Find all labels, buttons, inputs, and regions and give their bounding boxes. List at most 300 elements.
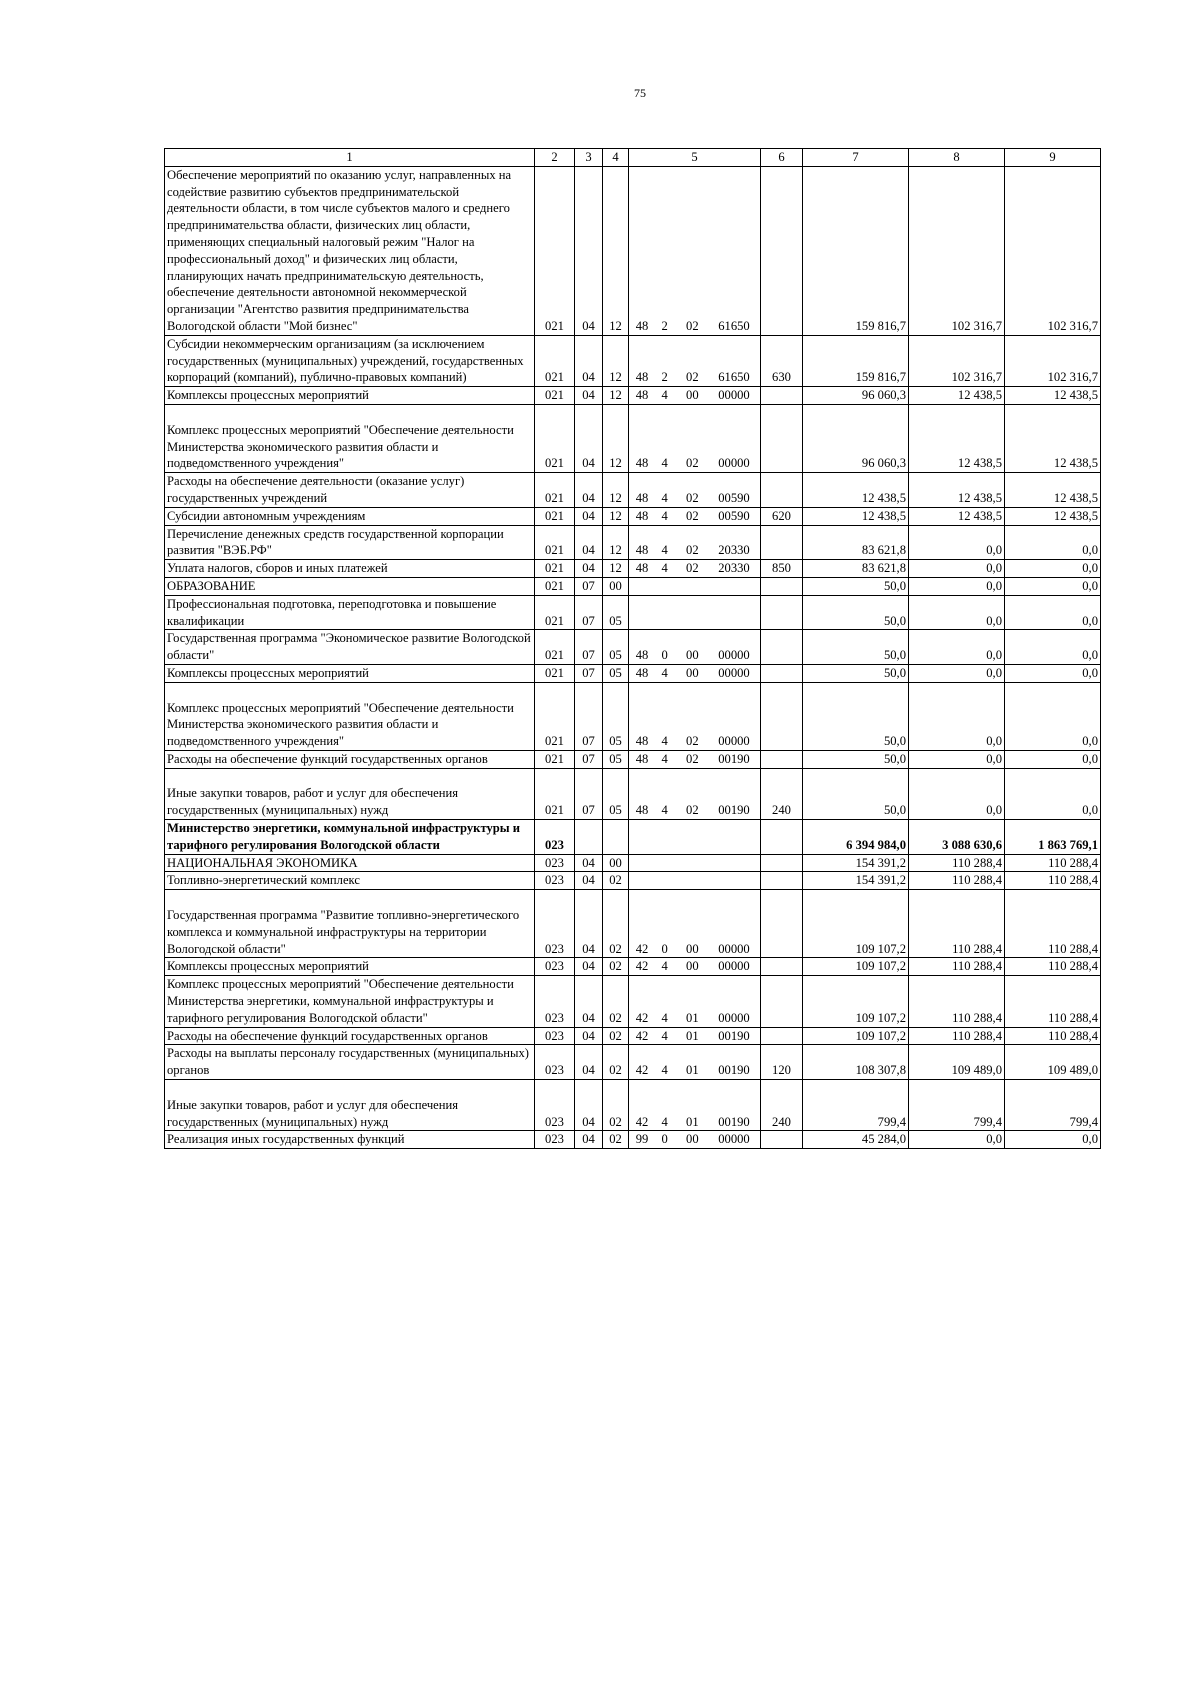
cell-subsection-code: 05 <box>603 630 629 665</box>
cell-expense-type <box>761 577 803 595</box>
cell-target-article <box>629 560 761 578</box>
cell-target-article <box>629 335 761 386</box>
cell-section-code: 04 <box>575 387 603 405</box>
table-row <box>165 525 1101 560</box>
col-header-5: 5 <box>629 149 761 167</box>
cell-ministry-code: 023 <box>535 958 575 976</box>
cell-amount-year-2: 12 438,5 <box>909 507 1005 525</box>
cell-target-article <box>629 166 761 335</box>
target-article-part-3: 02 <box>686 803 699 818</box>
target-article-part-3: 02 <box>686 490 699 505</box>
cell-target-article <box>629 872 761 890</box>
cell-subsection-code: 05 <box>603 595 629 630</box>
target-article-part-1: 48 <box>635 561 649 576</box>
cell-subsection-code: 12 <box>603 473 629 508</box>
cell-amount-year-1: 50,0 <box>803 768 909 819</box>
target-article-part-1: 48 <box>635 648 649 663</box>
cell-expense-type <box>761 820 803 855</box>
cell-amount-year-3: 0,0 <box>1005 577 1101 595</box>
target-article-part-4: 00590 <box>718 490 750 505</box>
row-name: Министерство энергетики, коммунальной инфраструктуры и тарифного регулирования Вологодской области <box>165 820 535 855</box>
target-article-part-4: 00590 <box>718 508 750 523</box>
cell-amount-year-1: 45 284,0 <box>803 1131 909 1149</box>
cell-ministry-code: 023 <box>535 890 575 958</box>
target-article-part-1: 42 <box>635 1063 649 1078</box>
cell-ministry-code: 023 <box>535 1131 575 1149</box>
row-name: Государственная программа "Развитие топливно-энергетического комплекса и коммунальной инфраструктуры на территории Вологодской области" <box>165 890 535 958</box>
target-article-part-1: 48 <box>635 543 649 558</box>
cell-target-article <box>629 1045 761 1080</box>
cell-section-code: 04 <box>575 1045 603 1080</box>
table-row <box>165 577 1101 595</box>
target-article-part-4: 00190 <box>718 803 750 818</box>
row-name: Комплекс процессных мероприятий "Обеспечение деятельности Министерства энергетики, коммунальной инфраструктуры и тарифного регулирования Вологодской области" <box>165 976 535 1027</box>
cell-amount-year-3: 110 288,4 <box>1005 872 1101 890</box>
cell-expense-type <box>761 595 803 630</box>
col-header-7: 7 <box>803 149 909 167</box>
cell-expense-type <box>761 976 803 1027</box>
cell-expense-type: 630 <box>761 335 803 386</box>
cell-section-code: 04 <box>575 958 603 976</box>
cell-expense-type <box>761 525 803 560</box>
cell-amount-year-3: 102 316,7 <box>1005 166 1101 335</box>
row-name: Иные закупки товаров, работ и услуг для обеспечения государственных (муниципальных) нужд <box>165 1080 535 1131</box>
target-article-part-3: 02 <box>686 561 699 576</box>
cell-target-article <box>629 958 761 976</box>
cell-target-article <box>629 820 761 855</box>
cell-ministry-code: 021 <box>535 473 575 508</box>
target-article-part-4: 00000 <box>718 648 750 663</box>
cell-expense-type <box>761 387 803 405</box>
cell-expense-type <box>761 166 803 335</box>
cell-amount-year-3: 12 438,5 <box>1005 473 1101 508</box>
cell-amount-year-2: 12 438,5 <box>909 387 1005 405</box>
cell-target-article <box>629 1080 761 1131</box>
row-name: Профессиональная подготовка, переподготовка и повышение квалификации <box>165 595 535 630</box>
cell-amount-year-1: 83 621,8 <box>803 560 909 578</box>
cell-ministry-code: 021 <box>535 664 575 682</box>
cell-expense-type: 850 <box>761 560 803 578</box>
table-row <box>165 335 1101 386</box>
target-article-part-3: 02 <box>686 543 699 558</box>
cell-section-code: 04 <box>575 404 603 472</box>
col-header-6: 6 <box>761 149 803 167</box>
cell-section-code: 07 <box>575 664 603 682</box>
cell-subsection-code: 05 <box>603 768 629 819</box>
cell-expense-type <box>761 682 803 750</box>
cell-subsection-code: 12 <box>603 387 629 405</box>
cell-amount-year-1: 50,0 <box>803 750 909 768</box>
cell-expense-type <box>761 1131 803 1149</box>
cell-section-code: 04 <box>575 890 603 958</box>
cell-subsection-code: 02 <box>603 1027 629 1045</box>
cell-ministry-code: 021 <box>535 768 575 819</box>
target-article-part-2: 4 <box>661 959 668 974</box>
table-row <box>165 630 1101 665</box>
cell-section-code: 07 <box>575 577 603 595</box>
target-article-part-2: 4 <box>661 543 668 558</box>
cell-section-code: 04 <box>575 507 603 525</box>
cell-subsection-code: 02 <box>603 1131 629 1149</box>
target-article-part-1: 48 <box>635 318 649 333</box>
cell-amount-year-1: 109 107,2 <box>803 958 909 976</box>
cell-expense-type: 240 <box>761 768 803 819</box>
cell-target-article <box>629 1131 761 1149</box>
target-article-part-3: 01 <box>686 1063 699 1078</box>
target-article-part-2: 0 <box>661 1132 668 1147</box>
table-row <box>165 404 1101 472</box>
target-article-part-2: 4 <box>661 734 668 749</box>
cell-target-article <box>629 630 761 665</box>
cell-ministry-code: 021 <box>535 682 575 750</box>
row-name: Расходы на обеспечение деятельности (оказание услуг) государственных учреждений <box>165 473 535 508</box>
target-article-part-3: 02 <box>686 734 699 749</box>
cell-amount-year-1: 159 816,7 <box>803 335 909 386</box>
target-article-part-1: 42 <box>635 941 649 956</box>
cell-amount-year-2: 0,0 <box>909 1131 1005 1149</box>
target-article-part-3: 02 <box>686 456 699 471</box>
row-name: Комплексы процессных мероприятий <box>165 387 535 405</box>
row-name: Уплата налогов, сборов и иных платежей <box>165 560 535 578</box>
cell-amount-year-1: 109 107,2 <box>803 1027 909 1045</box>
cell-expense-type <box>761 872 803 890</box>
cell-amount-year-2: 12 438,5 <box>909 473 1005 508</box>
budget-table <box>164 148 1101 1149</box>
target-article-part-4: 20330 <box>718 543 750 558</box>
cell-expense-type <box>761 750 803 768</box>
cell-amount-year-2: 109 489,0 <box>909 1045 1005 1080</box>
table-row <box>165 958 1101 976</box>
cell-ministry-code: 021 <box>535 595 575 630</box>
cell-amount-year-2: 110 288,4 <box>909 958 1005 976</box>
cell-expense-type <box>761 958 803 976</box>
cell-amount-year-2: 110 288,4 <box>909 890 1005 958</box>
cell-target-article <box>629 473 761 508</box>
target-article-part-2: 0 <box>661 941 668 956</box>
cell-subsection-code: 05 <box>603 682 629 750</box>
target-article-part-2: 4 <box>661 1010 668 1025</box>
row-name: Расходы на обеспечение функций государственных органов <box>165 1027 535 1045</box>
target-article-part-3: 02 <box>686 508 699 523</box>
cell-section-code: 07 <box>575 630 603 665</box>
cell-amount-year-3: 0,0 <box>1005 525 1101 560</box>
target-article-part-1: 42 <box>635 1010 649 1025</box>
target-article-part-4: 00190 <box>718 1063 750 1078</box>
cell-section-code: 04 <box>575 525 603 560</box>
cell-amount-year-3: 0,0 <box>1005 664 1101 682</box>
table-row <box>165 682 1101 750</box>
row-name: НАЦИОНАЛЬНАЯ ЭКОНОМИКА <box>165 854 535 872</box>
table-row <box>165 890 1101 958</box>
row-name: Реализация иных государственных функций <box>165 1131 535 1149</box>
cell-ministry-code: 021 <box>535 525 575 560</box>
target-article-part-3: 00 <box>686 648 699 663</box>
cell-ministry-code: 023 <box>535 820 575 855</box>
table-row <box>165 560 1101 578</box>
table-row <box>165 1080 1101 1131</box>
cell-section-code: 07 <box>575 682 603 750</box>
cell-amount-year-3: 110 288,4 <box>1005 976 1101 1027</box>
table-row <box>165 750 1101 768</box>
cell-amount-year-2: 0,0 <box>909 768 1005 819</box>
cell-amount-year-3: 799,4 <box>1005 1080 1101 1131</box>
target-article-part-2: 2 <box>661 370 668 385</box>
cell-section-code: 07 <box>575 768 603 819</box>
cell-subsection-code: 02 <box>603 976 629 1027</box>
target-article-part-2: 4 <box>661 665 668 680</box>
row-name: Субсидии некоммерческим организациям (за исключением государственных (муниципальных) учреждений, государственных корпораций (компаний), публично-правовых компаний) <box>165 335 535 386</box>
cell-amount-year-1: 12 438,5 <box>803 473 909 508</box>
target-article-part-2: 4 <box>661 508 668 523</box>
cell-section-code: 04 <box>575 473 603 508</box>
target-article-part-3: 02 <box>686 318 699 333</box>
target-article-part-3: 01 <box>686 1028 699 1043</box>
target-article-part-1: 48 <box>635 490 649 505</box>
cell-subsection-code: 00 <box>603 577 629 595</box>
cell-amount-year-1: 50,0 <box>803 682 909 750</box>
cell-expense-type <box>761 854 803 872</box>
cell-subsection-code: 12 <box>603 335 629 386</box>
cell-subsection-code: 12 <box>603 525 629 560</box>
col-header-3: 3 <box>575 149 603 167</box>
target-article-part-3: 01 <box>686 1114 699 1129</box>
cell-expense-type <box>761 1027 803 1045</box>
cell-amount-year-2: 110 288,4 <box>909 1027 1005 1045</box>
target-article-part-2: 4 <box>661 1114 668 1129</box>
cell-ministry-code: 023 <box>535 1027 575 1045</box>
cell-ministry-code: 021 <box>535 750 575 768</box>
target-article-part-1: 42 <box>635 959 649 974</box>
cell-amount-year-3: 0,0 <box>1005 595 1101 630</box>
row-name: Комплекс процессных мероприятий "Обеспечение деятельности Министерства экономического развития области и подведомственного учреждения" <box>165 682 535 750</box>
target-article-part-3: 02 <box>686 370 699 385</box>
row-name: Перечисление денежных средств государственной корпорации развития "ВЭБ.РФ" <box>165 525 535 560</box>
target-article-part-3: 00 <box>686 941 699 956</box>
target-article-part-1: 42 <box>635 1028 649 1043</box>
table-row <box>165 1027 1101 1045</box>
target-article-part-4: 00000 <box>718 941 750 956</box>
cell-amount-year-1: 6 394 984,0 <box>803 820 909 855</box>
target-article-part-4: 00000 <box>718 1132 750 1147</box>
target-article-part-2: 4 <box>661 490 668 505</box>
table-row <box>165 166 1101 335</box>
cell-target-article <box>629 682 761 750</box>
cell-amount-year-3: 12 438,5 <box>1005 387 1101 405</box>
cell-target-article <box>629 1027 761 1045</box>
cell-ministry-code: 021 <box>535 560 575 578</box>
cell-ministry-code: 023 <box>535 1080 575 1131</box>
cell-expense-type <box>761 890 803 958</box>
cell-amount-year-2: 0,0 <box>909 682 1005 750</box>
cell-amount-year-2: 0,0 <box>909 560 1005 578</box>
cell-amount-year-1: 109 107,2 <box>803 890 909 958</box>
cell-amount-year-2: 0,0 <box>909 577 1005 595</box>
cell-target-article <box>629 890 761 958</box>
cell-amount-year-1: 50,0 <box>803 664 909 682</box>
target-article-part-2: 4 <box>661 751 668 766</box>
cell-amount-year-3: 102 316,7 <box>1005 335 1101 386</box>
cell-ministry-code: 021 <box>535 335 575 386</box>
cell-amount-year-1: 154 391,2 <box>803 854 909 872</box>
cell-target-article <box>629 768 761 819</box>
target-article-part-4: 00000 <box>718 1010 750 1025</box>
cell-section-code: 04 <box>575 872 603 890</box>
cell-amount-year-1: 109 107,2 <box>803 976 909 1027</box>
cell-amount-year-3: 109 489,0 <box>1005 1045 1101 1080</box>
table-body <box>165 166 1101 1148</box>
col-header-1: 1 <box>165 149 535 167</box>
cell-ministry-code: 021 <box>535 577 575 595</box>
cell-subsection-code: 02 <box>603 958 629 976</box>
target-article-part-4: 20330 <box>718 561 750 576</box>
col-header-2: 2 <box>535 149 575 167</box>
cell-section-code: 07 <box>575 595 603 630</box>
target-article-part-2: 4 <box>661 388 668 403</box>
table-row <box>165 387 1101 405</box>
table-row <box>165 820 1101 855</box>
cell-amount-year-3: 1 863 769,1 <box>1005 820 1101 855</box>
col-header-9: 9 <box>1005 149 1101 167</box>
row-name: ОБРАЗОВАНИЕ <box>165 577 535 595</box>
target-article-part-4: 61650 <box>718 370 750 385</box>
cell-target-article <box>629 387 761 405</box>
cell-amount-year-3: 12 438,5 <box>1005 507 1101 525</box>
target-article-part-3: 00 <box>686 1132 699 1147</box>
cell-amount-year-2: 799,4 <box>909 1080 1005 1131</box>
cell-target-article <box>629 976 761 1027</box>
cell-target-article <box>629 507 761 525</box>
cell-subsection-code: 12 <box>603 166 629 335</box>
target-article-part-1: 42 <box>635 1114 649 1129</box>
target-article-part-2: 4 <box>661 803 668 818</box>
cell-subsection-code: 02 <box>603 872 629 890</box>
table-row <box>165 1045 1101 1080</box>
cell-expense-type <box>761 404 803 472</box>
cell-subsection-code: 05 <box>603 664 629 682</box>
target-article-part-2: 4 <box>661 561 668 576</box>
cell-amount-year-2: 3 088 630,6 <box>909 820 1005 855</box>
cell-section-code: 04 <box>575 1027 603 1045</box>
target-article-part-4: 00000 <box>718 734 750 749</box>
row-name: Комплексы процессных мероприятий <box>165 664 535 682</box>
cell-ministry-code: 023 <box>535 872 575 890</box>
table-row <box>165 507 1101 525</box>
row-name: Обеспечение мероприятий по оказанию услуг, направленных на содействие развитию субъектов предпринимательской деятельности области, в том числе субъектов малого и среднего предпринимательства области, физических лиц области, применяющих специальный налоговый режим "Налог на профессиональный доход" и физических лиц области, планирующих начать предпринимательскую деятельность, обеспечение деятельности автономной некоммерческой организации "Агентство развития предпринимательства Вологодской области "Мой бизнес" <box>165 166 535 335</box>
cell-ministry-code: 023 <box>535 854 575 872</box>
cell-expense-type <box>761 664 803 682</box>
target-article-part-3: 00 <box>686 959 699 974</box>
cell-target-article <box>629 750 761 768</box>
target-article-part-1: 48 <box>635 751 649 766</box>
row-name: Государственная программа "Экономическое развитие Вологодской области" <box>165 630 535 665</box>
cell-amount-year-2: 102 316,7 <box>909 166 1005 335</box>
cell-amount-year-2: 0,0 <box>909 750 1005 768</box>
cell-ministry-code: 023 <box>535 976 575 1027</box>
target-article-part-1: 99 <box>635 1132 649 1147</box>
cell-section-code: 04 <box>575 335 603 386</box>
table-row <box>165 473 1101 508</box>
cell-amount-year-2: 110 288,4 <box>909 872 1005 890</box>
table-row <box>165 1131 1101 1149</box>
table-row <box>165 976 1101 1027</box>
cell-section-code: 04 <box>575 560 603 578</box>
cell-amount-year-3: 0,0 <box>1005 750 1101 768</box>
cell-expense-type <box>761 473 803 508</box>
table-row <box>165 664 1101 682</box>
cell-amount-year-1: 96 060,3 <box>803 404 909 472</box>
cell-target-article <box>629 854 761 872</box>
cell-amount-year-2: 0,0 <box>909 595 1005 630</box>
table-row <box>165 768 1101 819</box>
cell-subsection-code: 12 <box>603 560 629 578</box>
cell-expense-type: 120 <box>761 1045 803 1080</box>
cell-ministry-code: 021 <box>535 630 575 665</box>
cell-ministry-code: 021 <box>535 387 575 405</box>
cell-expense-type: 240 <box>761 1080 803 1131</box>
cell-amount-year-1: 83 621,8 <box>803 525 909 560</box>
cell-amount-year-2: 102 316,7 <box>909 335 1005 386</box>
row-name: Иные закупки товаров, работ и услуг для обеспечения государственных (муниципальных) нужд <box>165 768 535 819</box>
cell-amount-year-3: 0,0 <box>1005 682 1101 750</box>
col-header-8: 8 <box>909 149 1005 167</box>
cell-target-article <box>629 577 761 595</box>
cell-amount-year-3: 110 288,4 <box>1005 854 1101 872</box>
cell-ministry-code: 021 <box>535 404 575 472</box>
target-article-part-1: 48 <box>635 734 649 749</box>
cell-ministry-code: 023 <box>535 1045 575 1080</box>
cell-section-code: 04 <box>575 976 603 1027</box>
cell-amount-year-1: 159 816,7 <box>803 166 909 335</box>
cell-subsection-code <box>603 820 629 855</box>
row-name: Расходы на обеспечение функций государственных органов <box>165 750 535 768</box>
cell-amount-year-1: 50,0 <box>803 577 909 595</box>
target-article-part-2: 0 <box>661 648 668 663</box>
cell-amount-year-1: 154 391,2 <box>803 872 909 890</box>
row-name: Комплексы процессных мероприятий <box>165 958 535 976</box>
target-article-part-4: 00000 <box>718 665 750 680</box>
cell-subsection-code: 02 <box>603 890 629 958</box>
cell-amount-year-3: 12 438,5 <box>1005 404 1101 472</box>
cell-amount-year-3: 0,0 <box>1005 630 1101 665</box>
cell-expense-type: 620 <box>761 507 803 525</box>
cell-section-code: 07 <box>575 750 603 768</box>
cell-section-code <box>575 820 603 855</box>
target-article-part-1: 48 <box>635 665 649 680</box>
target-article-part-3: 00 <box>686 388 699 403</box>
target-article-part-3: 02 <box>686 751 699 766</box>
target-article-part-2: 4 <box>661 1063 668 1078</box>
target-article-part-2: 4 <box>661 456 668 471</box>
cell-ministry-code: 021 <box>535 507 575 525</box>
target-article-part-1: 48 <box>635 456 649 471</box>
target-article-part-4: 00000 <box>718 388 750 403</box>
cell-amount-year-2: 12 438,5 <box>909 404 1005 472</box>
cell-amount-year-3: 0,0 <box>1005 560 1101 578</box>
cell-target-article <box>629 404 761 472</box>
cell-expense-type <box>761 630 803 665</box>
table-row <box>165 595 1101 630</box>
cell-amount-year-3: 0,0 <box>1005 768 1101 819</box>
target-article-part-2: 4 <box>661 1028 668 1043</box>
cell-amount-year-2: 110 288,4 <box>909 976 1005 1027</box>
target-article-part-1: 48 <box>635 508 649 523</box>
cell-amount-year-2: 0,0 <box>909 664 1005 682</box>
cell-subsection-code: 05 <box>603 750 629 768</box>
cell-amount-year-1: 12 438,5 <box>803 507 909 525</box>
cell-subsection-code: 02 <box>603 1045 629 1080</box>
cell-amount-year-2: 0,0 <box>909 525 1005 560</box>
cell-section-code: 04 <box>575 166 603 335</box>
